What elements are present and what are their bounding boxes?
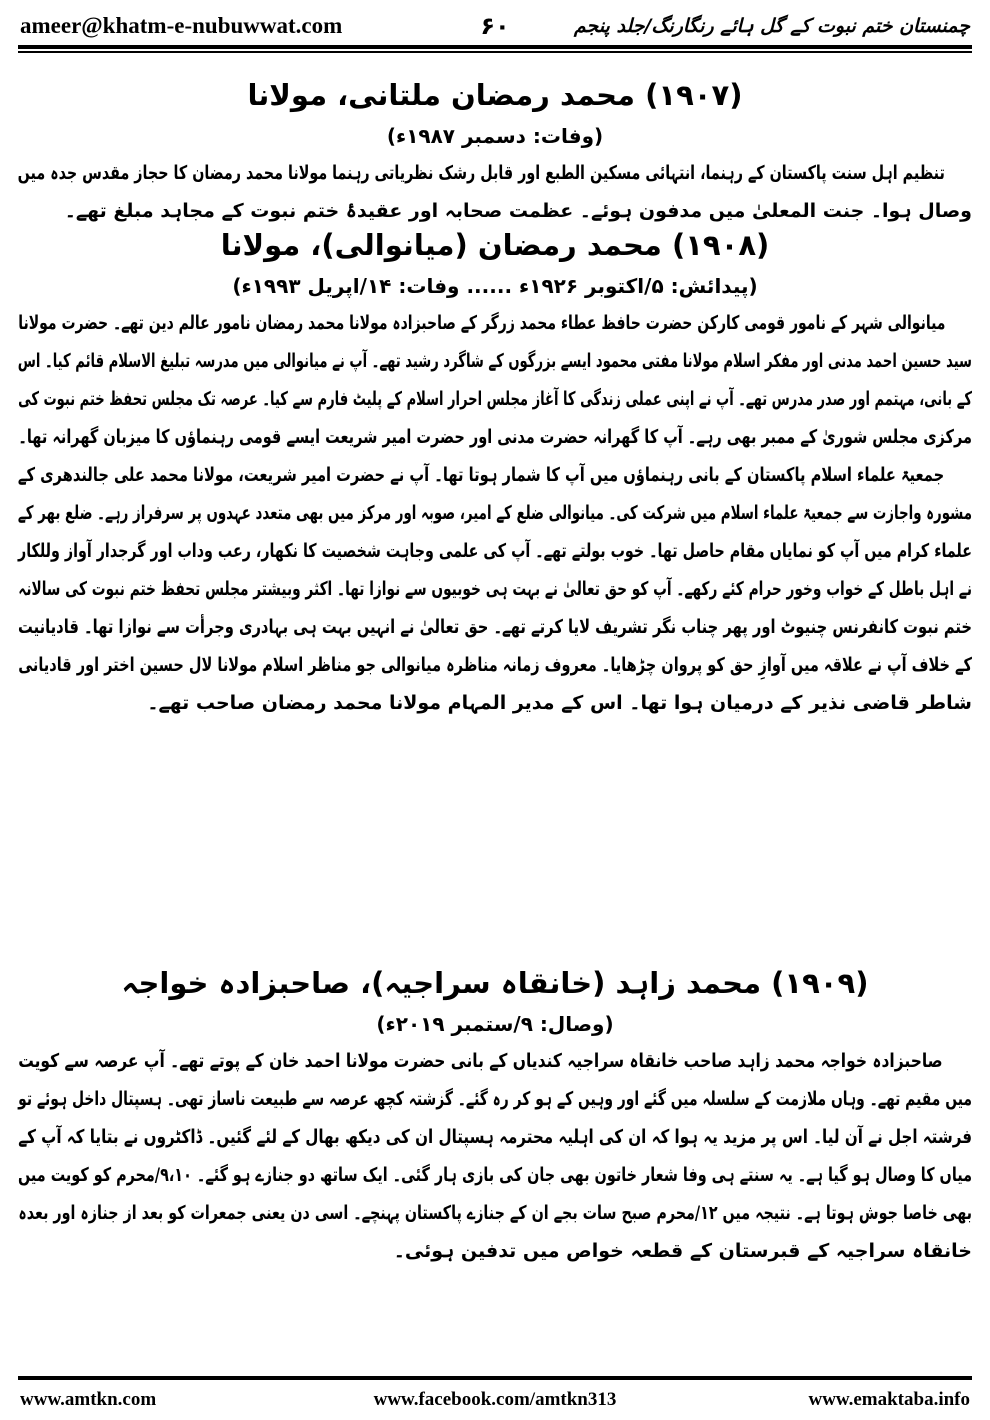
- book-title: چمنستان ختم نبوت کے گل ہائے رنگارنگ/جلد پنجم: [573, 15, 970, 37]
- header-rule-thick: [18, 45, 972, 49]
- paragraph-line: مشورہ واجازت سے جمعیۃ علماء اسلام میں شرکت کی۔ میانوالی ضلع کے امیر، صوبہ اور مرکز میں بھی متعدد عہدوں پر سرفراز رہے۔ ضلع بھر کے: [17, 502, 972, 524]
- paragraph-line: ختم نبوت کانفرنس چنیوٹ اور پھر چناب نگر تشریف لایا کرتے تھے۔ حق تعالیٰ نے انہیں بہت ہی بہادری وجرأت سے نوازا تھا۔ قادیانیت: [17, 616, 972, 638]
- paragraph-line: میں مقیم تھے۔ وہاں ملازمت کے سلسلہ میں گئے اور وہیں کے ہو کر رہ گئے۔ گزشتہ کچھ عرصہ سے طبیعت ناساز تھی۔ ہسپتال داخل ہوئے تو: [18, 1088, 973, 1110]
- footer-link-emaktaba[interactable]: www.emaktaba.info: [808, 1389, 970, 1410]
- entry-1909: [18, 960, 972, 1270]
- entry-1908: [18, 222, 972, 722]
- paragraph-line: بھی خاصا جوش ہوتا ہے۔ نتیجہ میں ۱۲/محرم صبح سات بجے ان کے جنازے پاکستان پہنچے۔ اسی دن یعنی جمعرات کو بعد از جنازہ اور بعدہ: [18, 1202, 972, 1224]
- paragraph-line: جمعیۃ علماء اسلام پاکستان کے بانی رہنماؤں میں آپ کا شمار ہوتا تھا۔ آپ نے حضرت امیر شریعت، مولانا محمد علی جالندھری کے: [17, 464, 945, 486]
- entry-date: (وفات: دسمبر ۱۹۸۷ء): [386, 124, 604, 148]
- paragraph-line: کے خلاف آپ نے علاقہ میں آوازِ حق کو پروان چڑھایا۔ معروف زمانہ مناظرہ میانوالی جو مناظر اسلام مولانا لال حسین اختر اور قادیانی: [18, 654, 972, 676]
- header-email: ameer@khatm-e-nubuwwat.com: [20, 13, 343, 38]
- paragraph-line: خانقاہ سراجیہ کے قبرستان کے قطعہ خواص میں تدفین ہوئی۔: [393, 1240, 972, 1262]
- paragraph-line: شاطر قاضی نذیر کے درمیان ہوا تھا۔ اس کے مدیر المہام مولانا محمد رمضان صاحب تھے۔: [147, 692, 972, 714]
- entry-date: (وصال: ۹/ستمبر ۲۰۱۹ء): [376, 1012, 614, 1036]
- paragraph-line: فرشتہ اجل نے آن لیا۔ اس پر مزید یہ ہوا کہ ان کی اہلیہ محترمہ ہسپتال ان کی دیکھ بھال کے لئے گئیں۔ ڈاکٹروں نے بتایا کہ آپ کے: [18, 1126, 973, 1148]
- page-number: ۶۰: [480, 12, 510, 40]
- footer-link-facebook[interactable]: www.facebook.com/amtkn313: [373, 1389, 617, 1410]
- paragraph-line: میانوالی شہر کے نامور قومی کارکن حضرت حافظ عطاء محمد زرگر کے صاحبزادہ مولانا محمد رمضان نامور عالم دین تھے۔ حضرت مولانا: [18, 312, 946, 334]
- paragraph-line: صاحبزادہ خواجہ محمد زاہد صاحب خانقاہ سراجیہ کندیاں کے بانی حضرت مولانا احمد خان کے پوتے تھے۔ آپ عرصہ سے کویت: [18, 1050, 943, 1072]
- entry-1907: [18, 72, 972, 230]
- paragraph-line: میاں کا وصال ہو گیا ہے۔ یہ سنتے ہی وفا شعار خاتون بھی جان کی بازی ہار گئی۔ ایک ساتھ دو جنازے ہو گئے۔ ۹،۱۰/محرم کو کویت میں: [17, 1164, 972, 1186]
- entry-date: (پیدائش: ۵/اکتوبر ۱۹۲۶ء ...... وفات: ۱۴/اپریل ۱۹۹۳ء): [232, 274, 758, 298]
- paragraph-line: وصال ہوا۔ جنت المعلیٰ میں مدفون ہوئے۔ عظمت صحابہ اور عقیدۂ ختم نبوت کے مجاہد مبلغ تھے۔: [64, 200, 972, 222]
- entry-title: (۱۹۰۷) محمد رمضان ملتانی، مولانا: [247, 78, 743, 112]
- footer-rule: [18, 1376, 972, 1380]
- paragraph-line: علماء کرام میں آپ کو نمایاں مقام حاصل تھا۔ خوب بولتے تھے۔ آپ کی علمی وجاہت شخصیت کا نکھار، رعب وداب اور گرجدار آواز وللکار: [17, 540, 973, 562]
- paragraph-line: تنظیم اہل سنت پاکستان کے رہنما، انتہائی مسکین الطبع اور قابل رشک نظریاتی رہنما مولانا محمد رمضان کا حجاز مقدس جدہ میں: [17, 162, 945, 184]
- paragraph-line: مرکزی مجلس شوریٰ کے ممبر بھی رہے۔ آپ کا گھرانہ حضرت مدنی اور حضرت امیر شریعت ایسے قومی رہنماؤں کا میزبان گھرانہ تھا۔: [18, 426, 972, 448]
- entry-title: (۱۹۰۹) محمد زاہد (خانقاہ سراجیہ)، صاحبزادہ خواجہ: [121, 966, 869, 1000]
- header-rule-thin: [18, 51, 972, 53]
- paragraph-line: نے اہل باطل کے خواب وخور حرام کئے رکھے۔ آپ کو حق تعالیٰ نے بہت ہی خوبیوں سے نوازا تھا۔ اکثر وبیشتر مجلس تحفظ ختم نبوت کی سالانہ: [18, 578, 972, 600]
- paragraph-line: سید حسین احمد مدنی اور مفکر اسلام مولانا مفتی محمود ایسے بزرگوں کے شاگرد رشید تھے۔ آپ نے میانوالی میں مدرسہ تبلیغ الاسلام قائم کیا۔ اس: [17, 350, 972, 372]
- paragraph-line: کے بانی، مہتمم اور صدر مدرس تھے۔ آپ نے اپنی عملی زندگی کا آغاز مجلس احرار اسلام کے پلیٹ فارم سے کیا۔ عرصہ تک مجلس تحفظ ختم نبوت کی: [18, 388, 972, 410]
- footer-link-amtkn[interactable]: www.amtkn.com: [20, 1389, 157, 1410]
- entry-title: (۱۹۰۸) محمد رمضان (میانوالی)، مولانا: [220, 228, 770, 262]
